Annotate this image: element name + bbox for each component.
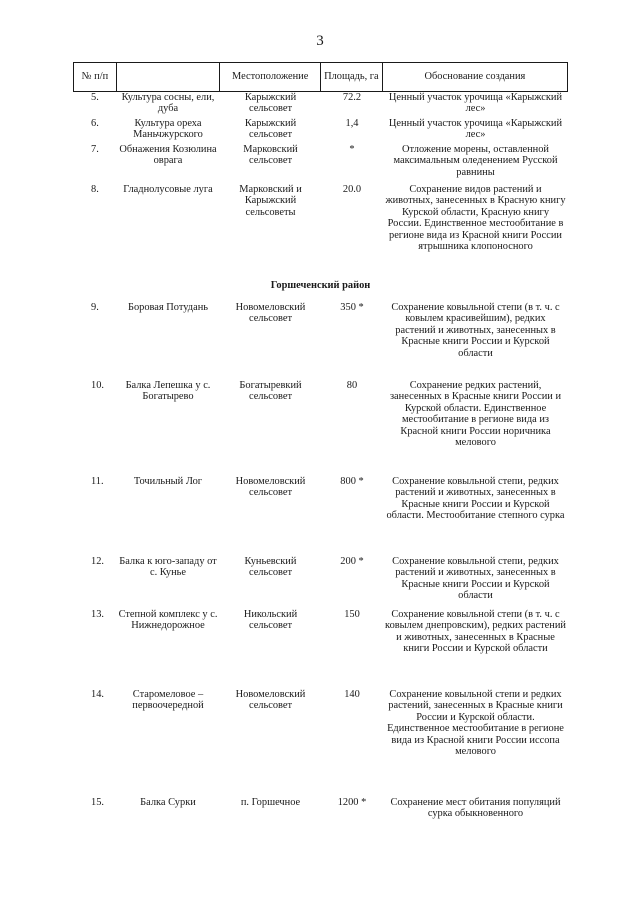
row-name: Гладнолусовые луга (123, 184, 213, 195)
row-name: Культура ореха Маньчжурского (133, 118, 203, 141)
row-number: 8. (91, 184, 99, 195)
row-name: Балка к юго-западу от с. Кунье (119, 556, 217, 579)
row-name: Балка Лепешка у с. Богатырево (125, 380, 211, 403)
row-location: Карыжский сельсовет (244, 118, 297, 141)
row-location: Карыжский сельсовет (244, 92, 297, 115)
row-area: 800 * (340, 476, 364, 487)
table-row (73, 689, 568, 757)
row-name: Старомеловое – первоочередной (132, 689, 204, 712)
table-row (73, 92, 568, 115)
row-justification: Сохранение редких растений, занесенных в Красные книги России и Курской области. Единственное местообитание в регионе вида из Красной книги России норичника мелового (389, 380, 562, 449)
table-row (73, 118, 568, 141)
header-area: Площадь, га (321, 63, 383, 91)
row-area: 150 (344, 609, 360, 620)
row-justification: Сохранение ковыльной степи, редких растений и животных, занесенных в Красные книги России и Курской области (392, 556, 559, 602)
row-number: 14. (91, 689, 104, 700)
row-location: Куньевский сельсовет (244, 556, 297, 579)
table-row (73, 144, 568, 178)
row-area: 72.2 (342, 92, 362, 103)
row-name: Боровая Потудань (127, 302, 208, 313)
row-area: * (349, 144, 355, 155)
row-number: 12. (91, 556, 104, 567)
row-location: Новомеловский сельсовет (235, 476, 306, 499)
row-number: 13. (91, 609, 104, 620)
row-location: Новомеловский сельсовет (235, 302, 306, 325)
table-row (73, 380, 568, 448)
table-row (73, 184, 568, 252)
row-number: 7. (91, 144, 99, 155)
row-justification: Сохранение ковыльной степи и редких растений, занесенных в Красные книги России и Курской области. Единственное местообитание в регионе вида из Красной книги России иссопа мелового (387, 689, 564, 758)
row-area: 350 * (340, 302, 364, 313)
row-number: 5. (91, 92, 99, 103)
row-name: Точильный Лог (133, 476, 203, 487)
page-number: 3 (316, 33, 324, 49)
row-area: 20.0 (342, 184, 362, 195)
row-justification: Сохранение ковыльной степи (в т. ч. с ковылем днепровским), редких растений и животных, занесенных в Красные книги России и Курской области (385, 609, 566, 655)
row-number: 9. (91, 302, 99, 313)
row-location: Марковский сельсовет (243, 144, 298, 167)
table-row (73, 797, 568, 820)
table-row (73, 476, 568, 522)
row-name: Культура сосны, ели, дуба (121, 92, 215, 115)
row-number: 11. (91, 476, 104, 487)
row-name: Обнажения Козюлина оврага (119, 144, 217, 167)
row-justification: Сохранение мест обитания популяций сурка обыкновенного (390, 797, 561, 820)
row-justification: Ценный участок урочища «Карыжский лес» (388, 118, 563, 141)
row-number: 15. (91, 797, 104, 808)
table-row (73, 302, 568, 359)
table-row (73, 609, 568, 655)
row-area: 1,4 (345, 118, 359, 129)
row-location: Новомеловский сельсовет (235, 689, 306, 712)
header-location: Местоположение (220, 63, 321, 91)
row-justification: Ценный участок урочища «Карыжский лес» (388, 92, 563, 115)
header-name (117, 63, 221, 91)
row-area: 1200 * (337, 797, 367, 808)
row-location: Богатыревкий сельсовет (239, 380, 302, 403)
row-area: 200 * (340, 556, 364, 567)
row-number: 6. (91, 118, 99, 129)
row-justification: Сохранение ковыльной степи (в т. ч. с ковылем красивейшим), редких растений и животных, занесенных в Красные книги России и Курской области (391, 302, 560, 359)
section-title: Горшеченский район (270, 280, 371, 291)
header-justification: Обоснование создания (424, 71, 526, 83)
table-row (73, 556, 568, 602)
header-number: № п/п (74, 63, 117, 91)
row-area: 80 (346, 380, 358, 391)
row-location: п. Горшечное (240, 797, 301, 808)
row-area: 140 (344, 689, 360, 700)
row-location: Марковский и Карыжский сельсоветы (239, 184, 302, 218)
row-justification: Сохранение ковыльной степи, редких растений и животных, занесенных в Красные книги России и Курской области. Местообитание степного сурка (386, 476, 565, 522)
row-location: Никольский сельсовет (243, 609, 298, 632)
row-name: Степной комплекс у с. Нижнедорожное (118, 609, 218, 632)
row-name: Балка Сурки (140, 797, 196, 808)
row-number: 10. (91, 380, 104, 391)
table-header (73, 62, 568, 92)
row-justification: Отложение морены, оставленной максимальным оледенением Русской равнины (393, 144, 558, 178)
row-justification: Сохранение видов растений и животных, занесенных в Красную книгу Курской области, Красную книгу России. Единственное местообитание в регионе вида из Красной книги России ятрышника клопоносного (385, 184, 566, 253)
